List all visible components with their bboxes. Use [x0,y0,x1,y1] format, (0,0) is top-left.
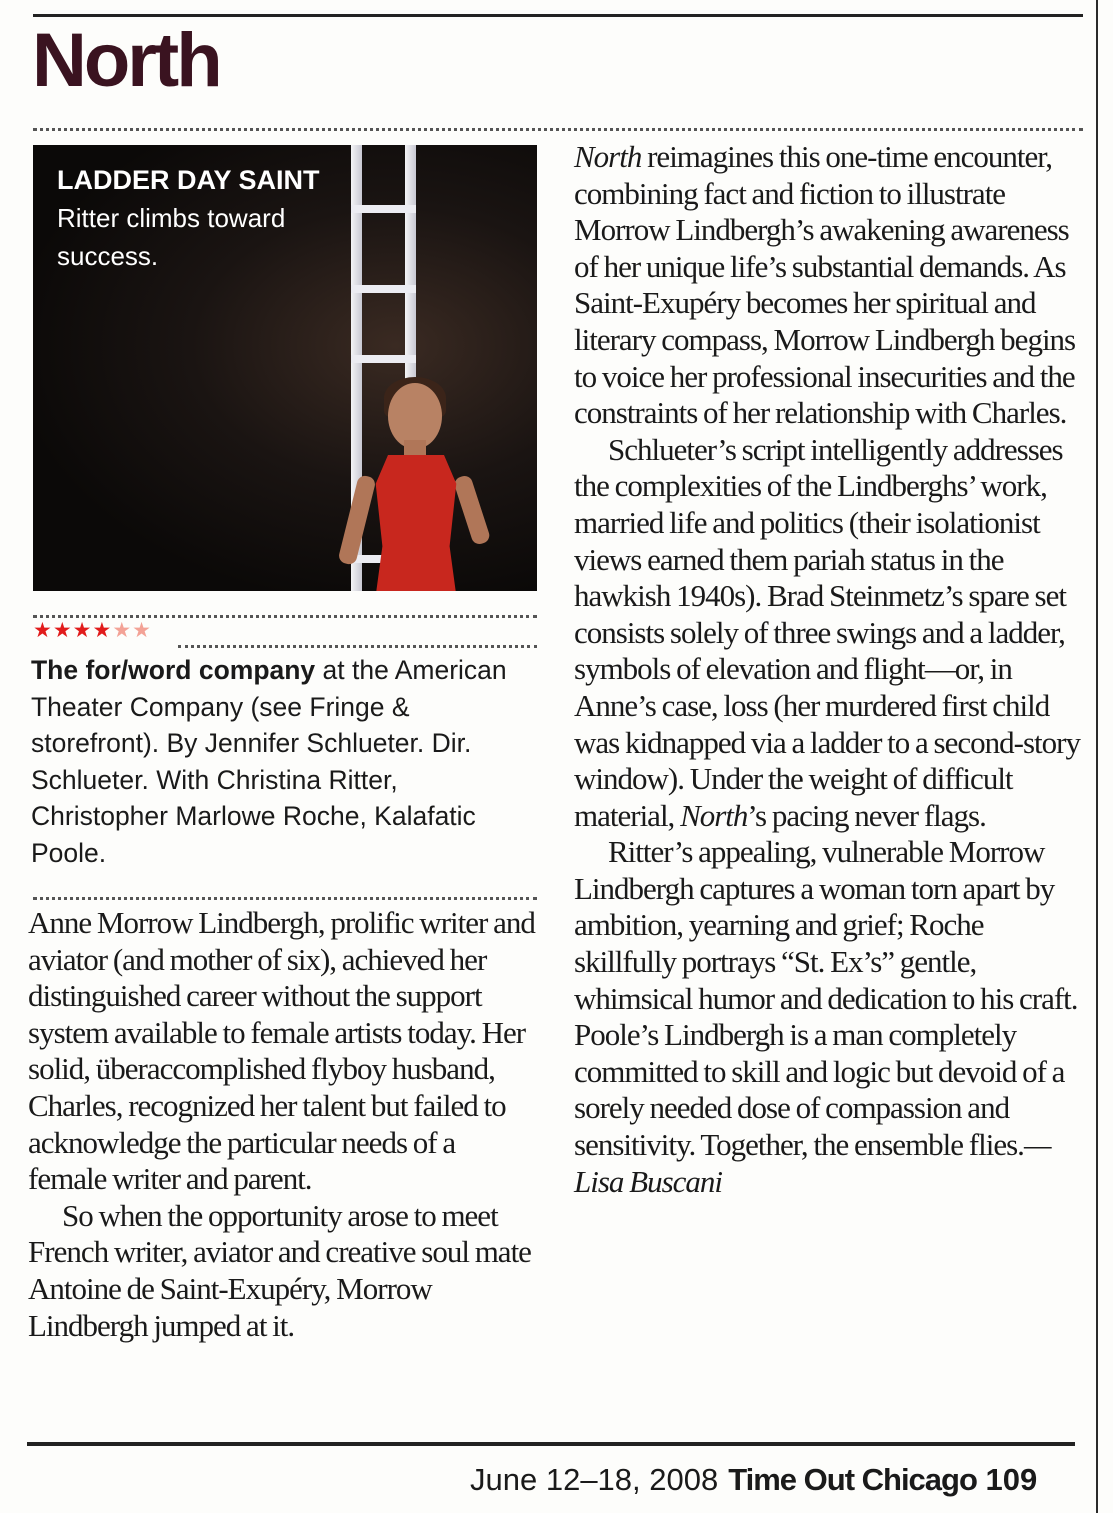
star-empty-icon: ★ [132,618,152,642]
star-filled-icon: ★ [92,618,113,642]
ladder-rung [351,355,416,363]
red-dress [360,455,472,591]
review-paragraph: Anne Morrow Lindbergh, prolific writer and aviator (and mother of six), achieved her distinguished career without the support system available to female artists today. Her solid, überaccomplished flyboy husband, Charles, recognized her talent but failed to acknowledge the particular needs of a female writer and parent. [28,905,535,1197]
review-paragraph-text: ’s pacing never flags. [747,797,986,833]
review-paragraph [574,432,1086,835]
review-column-2 [574,139,1086,1200]
review-paragraph-text: So when the opportunity arose to meet French writer, aviator and creative soul mate Antoine de Saint-Exupéry, Morrow Lindbergh jumped at it. [28,1197,531,1343]
star-filled-icon: ★ [33,618,53,642]
actor-arm [453,474,492,546]
title-divider [33,128,1083,131]
company-name: The for/word company [31,655,316,685]
page-number: 109 [985,1462,1038,1497]
photo-caption-text: Ritter climbs toward success. [57,203,286,271]
review-paragraph [28,1198,538,1344]
review-paragraph-text: Ritter’s appealing, vulnerable Morrow Lindbergh captures a woman torn apart by ambition, yearning and grief; Roche skillfully portrays “St. Ex’s” gentle, whimsical humor and dedication to his craft. Poole’s Lindbergh is a man completely committed to skill and logic but devoid of a sorely needed dose of compassion and sensitivity. Together, the ensemble flies. [574,834,1078,1163]
credits-divider [33,897,537,900]
actor-arm [337,474,376,566]
page-title: North [32,18,220,103]
star-rating [33,617,152,643]
review-column-1 [28,905,538,1344]
photo-caption-headline: LADDER DAY SAINT [57,165,320,195]
star-empty-icon: ★ [112,618,133,642]
star-filled-icon: ★ [72,618,93,642]
production-photo [33,145,537,591]
play-title: North [574,139,642,174]
production-credits [31,652,541,872]
bottom-rule [27,1442,1075,1446]
credits-text: at the American Theater Company (see Fringe & storefront). By Jennifer Schlueter. Dir. Schlueter. With Christina Ritter, Christopher Marlowe Roche, Kalafatic Poole. [31,655,507,868]
publication-name: Time Out Chicago [728,1462,977,1497]
issue-date: June 12–18, 2008 [470,1462,719,1497]
review-paragraph-text: Schlueter’s script intelligently addresses the complexities of the Lindberghs’ work, married life and politics (their isolationist views earned them pariah status in the hawkish 1940s). Brad Steinmetz’s spare set consists solely of three swings and a ladder, symbols of elevation and flight—or, in Anne’s case, loss (her murdered first child was kidnapped via a ladder to a second-story window). Under the weight of difficult material, [574,431,1080,833]
rating-divider [178,645,537,648]
page-footer [470,1460,1062,1500]
star-filled-icon: ★ [52,618,73,642]
review-paragraph [574,139,1086,432]
ladder-rung [351,205,416,213]
play-title: North [680,797,748,833]
reviewer-byline: —Lisa Buscani [574,1127,1051,1199]
review-paragraph-text: reimagines this one-time encounter, combining fact and fiction to illustrate Morrow Lindbergh’s awakening awareness of her unique life’s substantial demands. As Saint-Exupéry becomes her spiritual and literary compass, Morrow Lindbergh begins to voice her professional insecurities and the constraints of her relationship with Charles. [574,139,1076,431]
ladder-rung [351,285,416,293]
page-edge-rule [1096,0,1098,1513]
review-paragraph [574,834,1086,1200]
